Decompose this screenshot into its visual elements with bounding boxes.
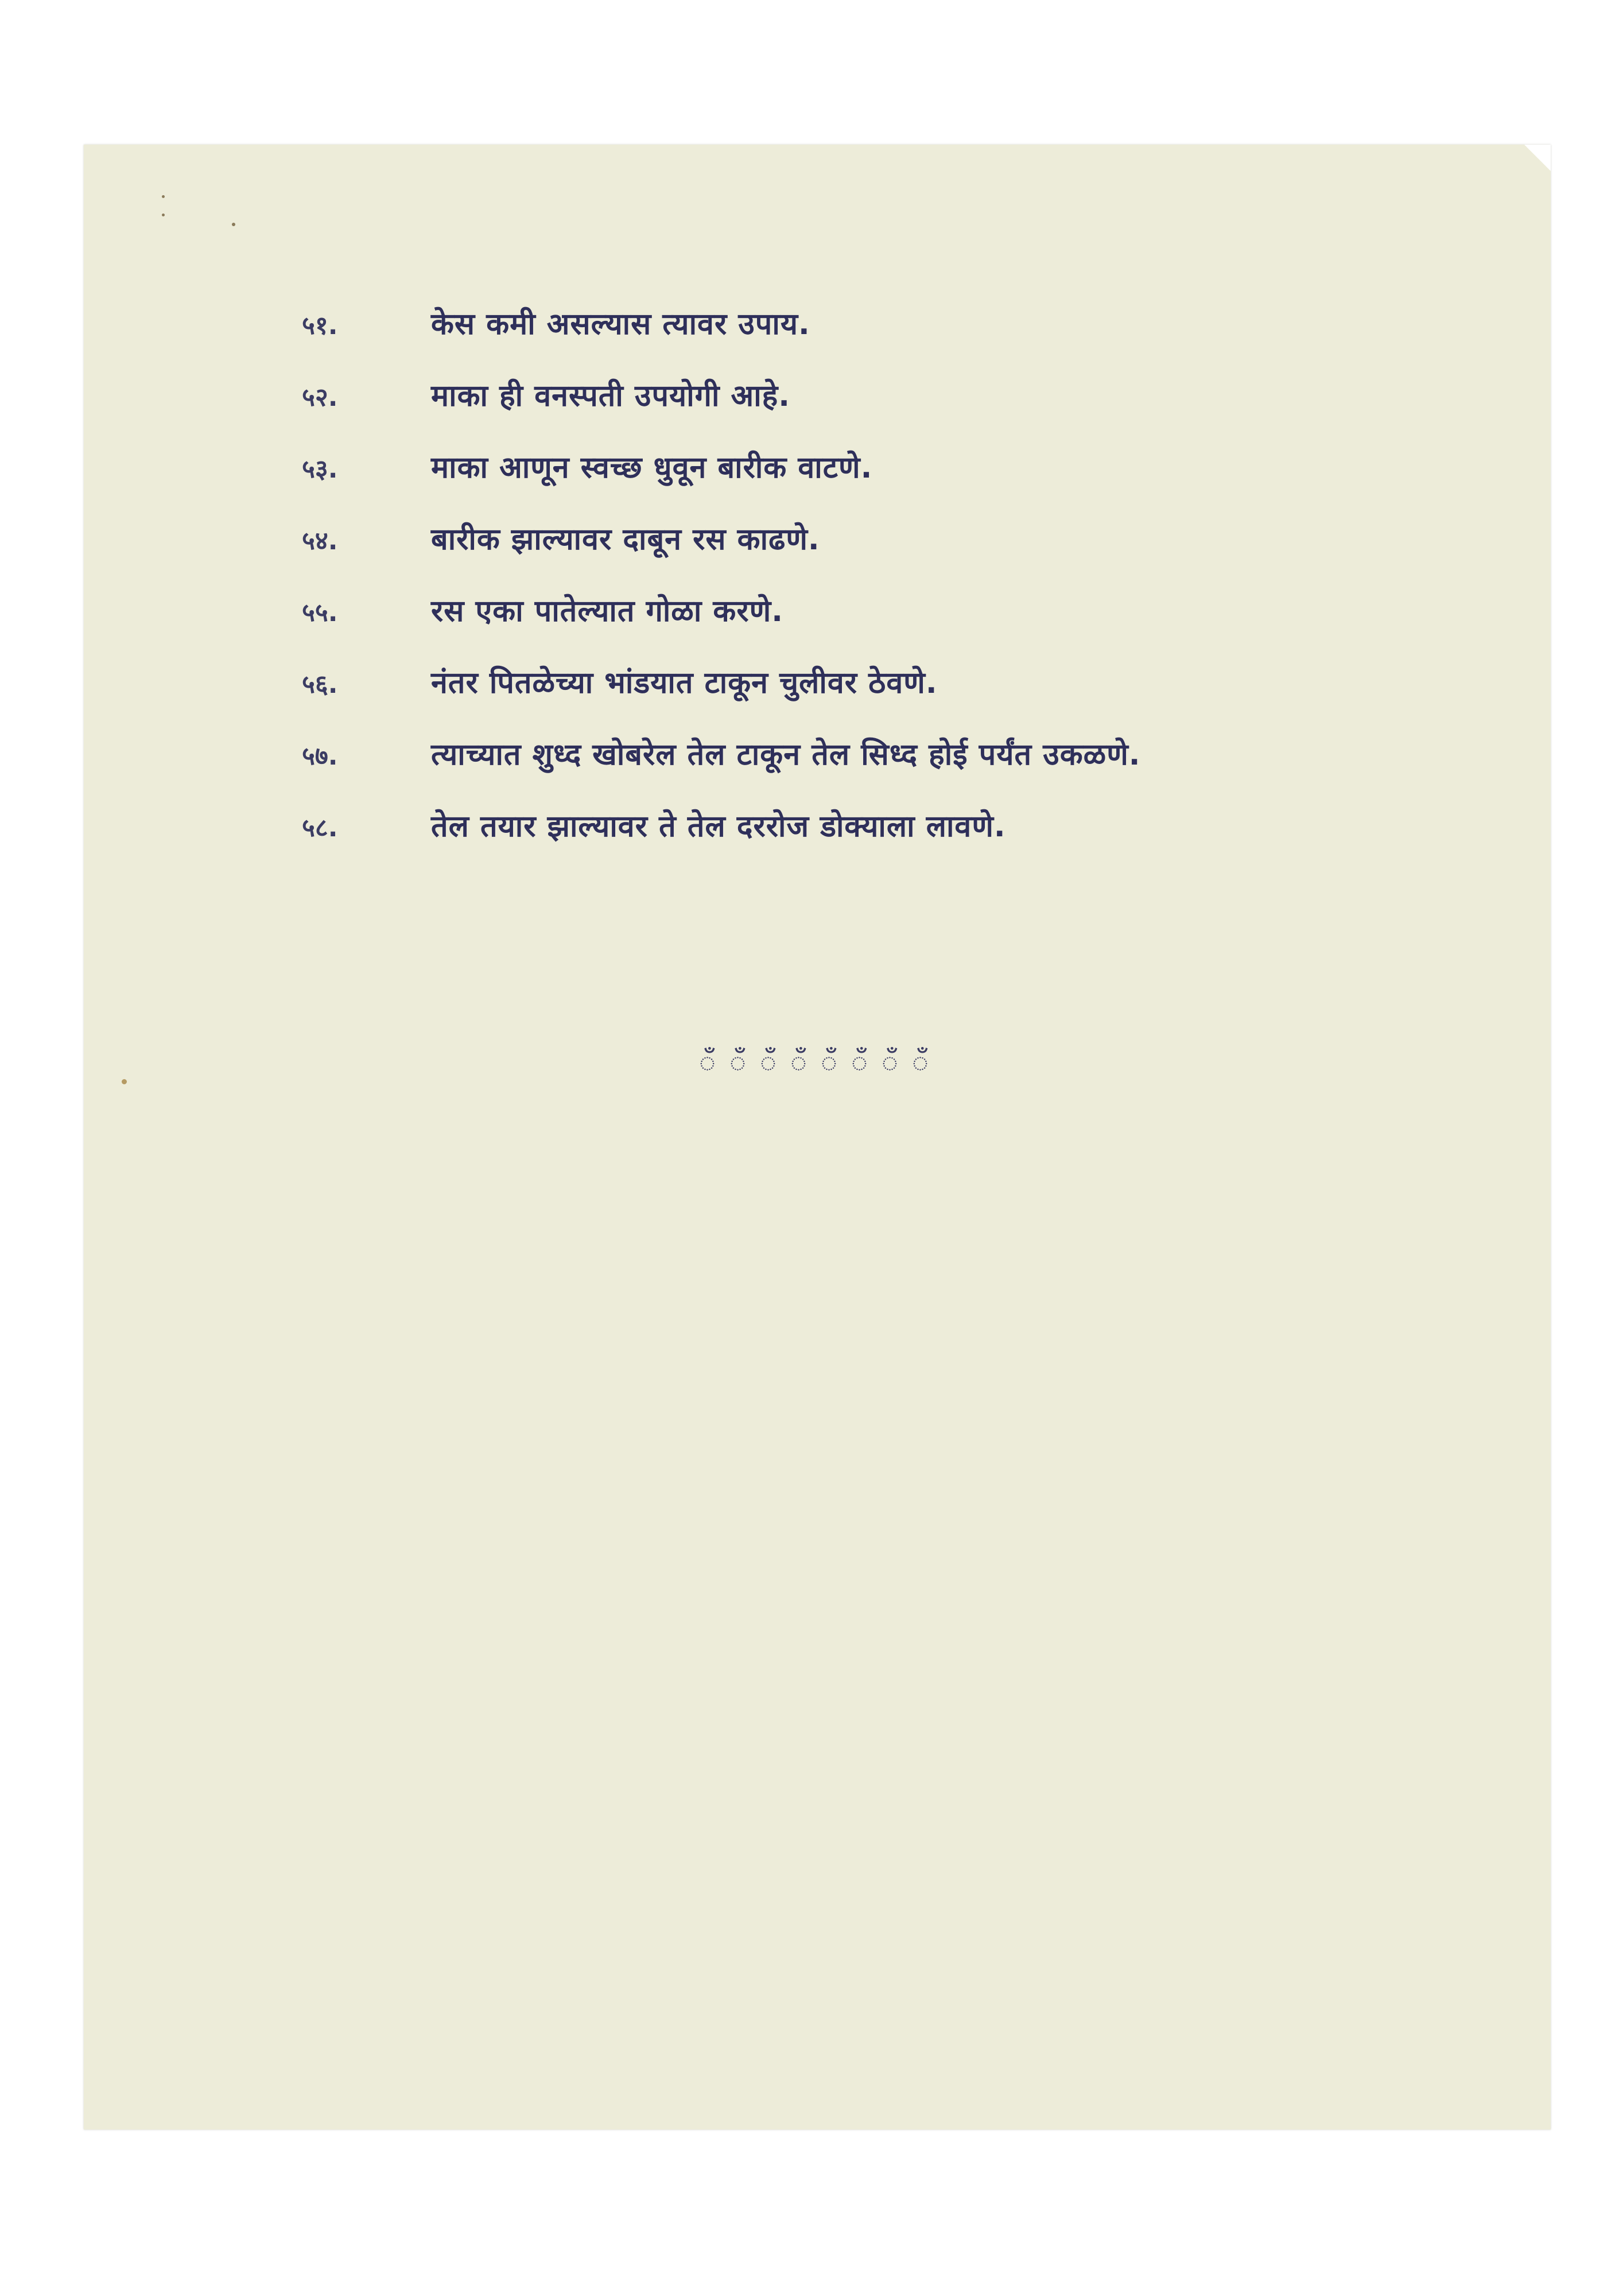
item-text: केस कमी असल्यास त्यावर उपाय. — [431, 307, 810, 342]
list-item — [302, 589, 1519, 661]
list-item — [302, 518, 1519, 589]
item-text: त्याच्यात शुध्द खोबरेल तेल टाकून तेल सिध्द होई पर्यंत उकळणे. — [431, 738, 1141, 772]
item-number: ५१. — [302, 311, 338, 340]
item-number: ५३. — [302, 455, 338, 484]
item-text: तेल तयार झाल्यावर ते तेल दररोज डोक्याला लावणे. — [431, 809, 1006, 844]
item-number: ५४. — [302, 526, 338, 556]
item-text: बारीक झाल्यावर दाबून रस काढणे. — [431, 522, 820, 557]
item-text: नंतर पितळेच्या भांडयात टाकून चुलीवर ठेवणे. — [431, 666, 938, 700]
item-text: माका ही वनस्पती उपयोगी आहे. — [431, 379, 791, 413]
speck-1 — [162, 195, 165, 198]
item-text: रस एका पातेल्यात गोळा करणे. — [431, 594, 783, 629]
item-number: ५६. — [302, 670, 338, 699]
item-number: ५२. — [302, 383, 338, 412]
list-item — [302, 446, 1519, 518]
list-item — [302, 302, 1519, 374]
speck-2 — [162, 214, 165, 216]
list-item — [302, 661, 1519, 733]
list-item — [302, 805, 1519, 876]
item-number: ५७. — [302, 742, 338, 771]
end-ornament: ँ ँ ँ ँ ँ ँ ँ ँ — [699, 1046, 935, 1079]
item-text: माका आणून स्वच्छ धुवून बारीक वाटणे. — [431, 451, 873, 485]
item-number: ५८. — [302, 813, 338, 843]
speck-3 — [232, 223, 235, 226]
paper-sheet — [84, 145, 1551, 2130]
list-item — [302, 374, 1519, 446]
list-item — [302, 733, 1519, 805]
numbered-list — [302, 302, 1519, 876]
item-number: ५५. — [302, 598, 338, 627]
torn-corner — [1524, 145, 1551, 171]
